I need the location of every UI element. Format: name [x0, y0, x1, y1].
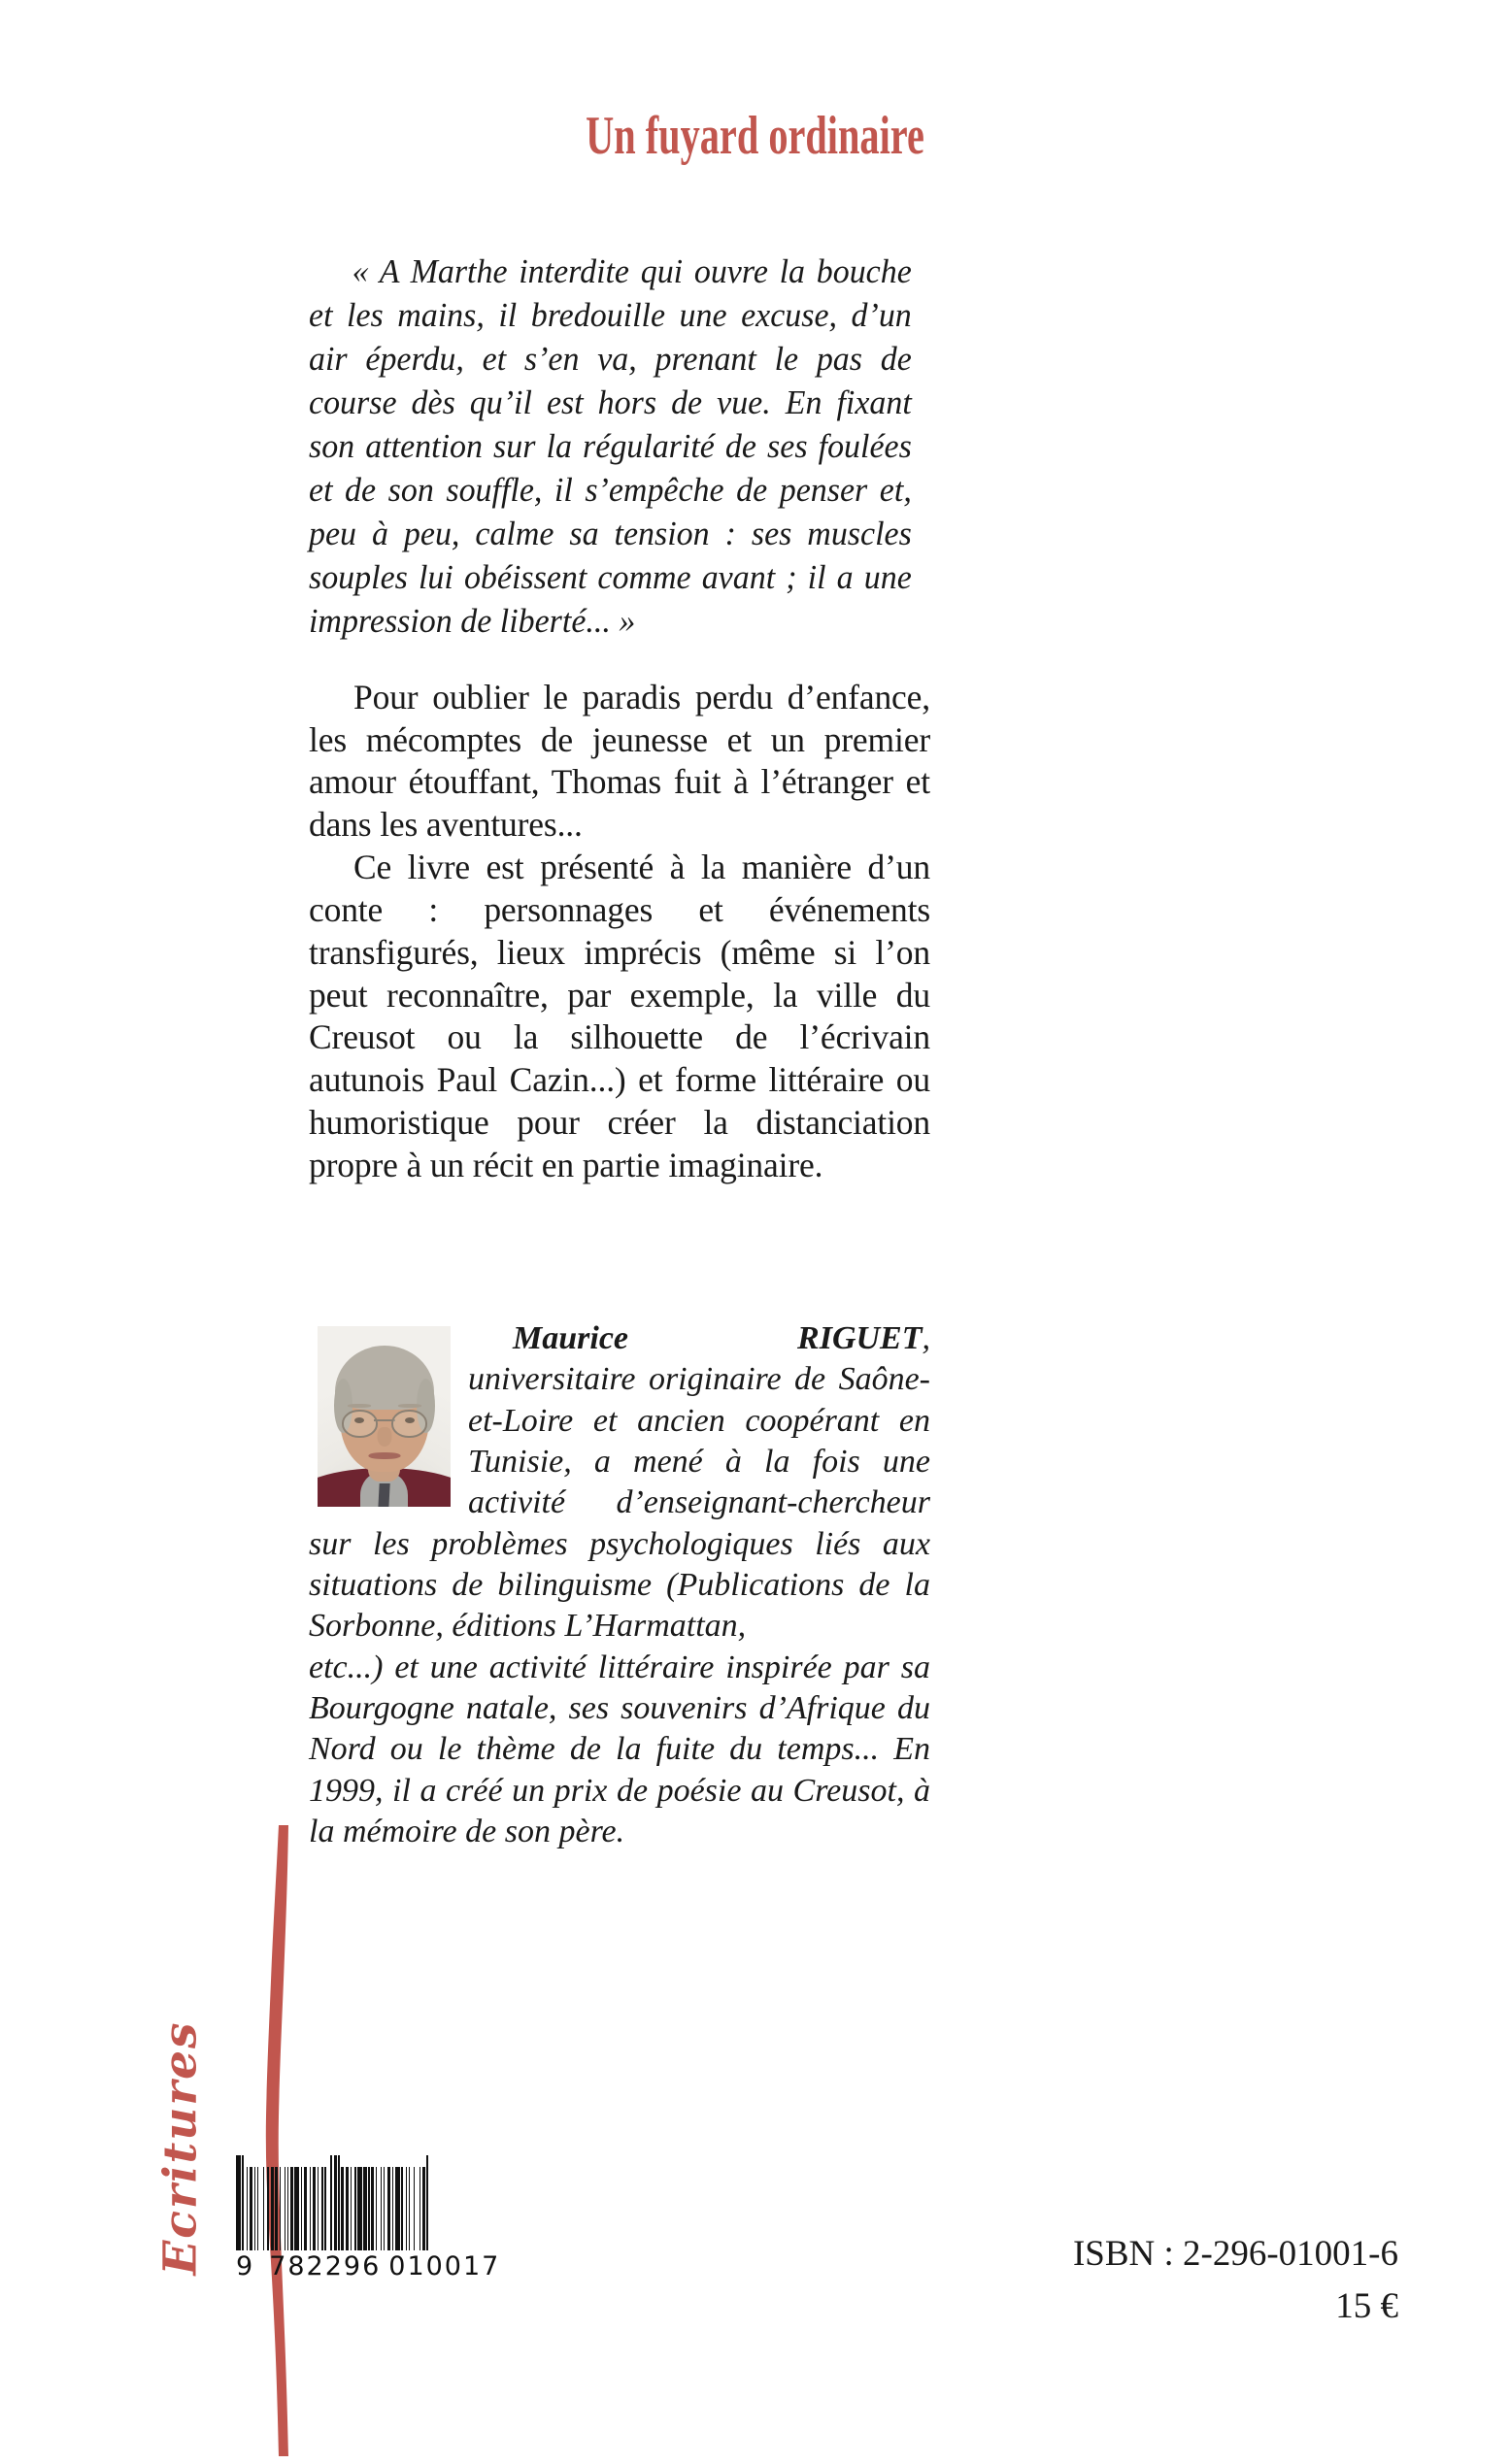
publisher-collection-name: Ecritures — [153, 2020, 208, 2276]
barcode-bars — [236, 2155, 461, 2250]
back-cover-text — [309, 250, 930, 1187]
publisher-collection-mark — [124, 1825, 309, 2456]
isbn-price-block — [1073, 2228, 1398, 2332]
photo-tie — [378, 1483, 389, 1507]
photo-eyebrow-left — [348, 1404, 371, 1408]
description-paragraph-1: Pour oublier le paradis perdu d’enfance, les mécomptes de jeunesse et un premier amour étouffant, Thomas fuit à l’étranger et dans les aventures... — [309, 677, 930, 845]
barcode — [236, 2155, 501, 2281]
page-title: Un fuyard ordinaire — [586, 106, 924, 166]
barcode-digits — [236, 2251, 501, 2281]
author-photo — [318, 1326, 451, 1507]
paragraph-spacer — [309, 644, 930, 677]
photo-lens-right — [391, 1410, 427, 1438]
author-bio-first-text: , universitaire originaire de Saône-et-Loire et ancien coopérant en Tunisie, a mené à la fois une activité d’enseignant-chercheur sur les problèmes psychologiques liés aux situations de bilinguisme (Publications de la Sorbonne, éditions L’Harmattan, — [309, 1320, 930, 1645]
photo-mouth — [368, 1452, 400, 1459]
barcode-space — [428, 2155, 433, 2250]
barcode-left-group: 782296 — [269, 2251, 382, 2281]
photo-eyebrow-right — [398, 1404, 421, 1408]
isbn-number: ISBN : 2-296-01001-6 — [1072, 2234, 1398, 2274]
brush-stroke-icon — [263, 1825, 296, 2456]
photo-nose — [377, 1427, 391, 1447]
author-biography — [309, 1318, 930, 1852]
author-bio-second: etc...) et une activité littéraire inspirée par sa Bourgogne natale, ses souvenirs d’Afrique du Nord ou le thème de la fuite du temps... En 1999, il a créé un prix de poésie au Creusot, à la mémoire de son père. — [309, 1648, 930, 1849]
photo-lens-left — [342, 1410, 378, 1438]
excerpt-quote: « A Marthe interdite qui ouvre la bouche et les mains, il bredouille une excuse, d’un air éperdu, et s’en va, prenant le pas de course dès qu’il est hors de vue. En fixant son attention sur la régularité de ses foulées et de son souffle, il s’empêche de penser et, peu à peu, calme sa tension : ses muscles souples lui obéissent comme avant ; il a une impression de liberté... » — [309, 252, 912, 640]
price-label: 15 € — [1335, 2285, 1398, 2326]
barcode-lead-digit: 9 — [236, 2251, 254, 2281]
barcode-right-group: 010017 — [388, 2251, 501, 2281]
description-paragraph-2: Ce livre est présenté à la manière d’un conte : personnages et événements transfigurés, lieux imprécis (même si l’on peut reconnaître, par exemple, la ville du Creusot ou la silhouette de l’écrivain autunois Paul Cazin...) et forme littéraire ou humoristique pour créer la distanciation propre à un récit en partie imaginaire. — [309, 848, 930, 1184]
author-name: Maurice RIGUET — [513, 1320, 923, 1356]
